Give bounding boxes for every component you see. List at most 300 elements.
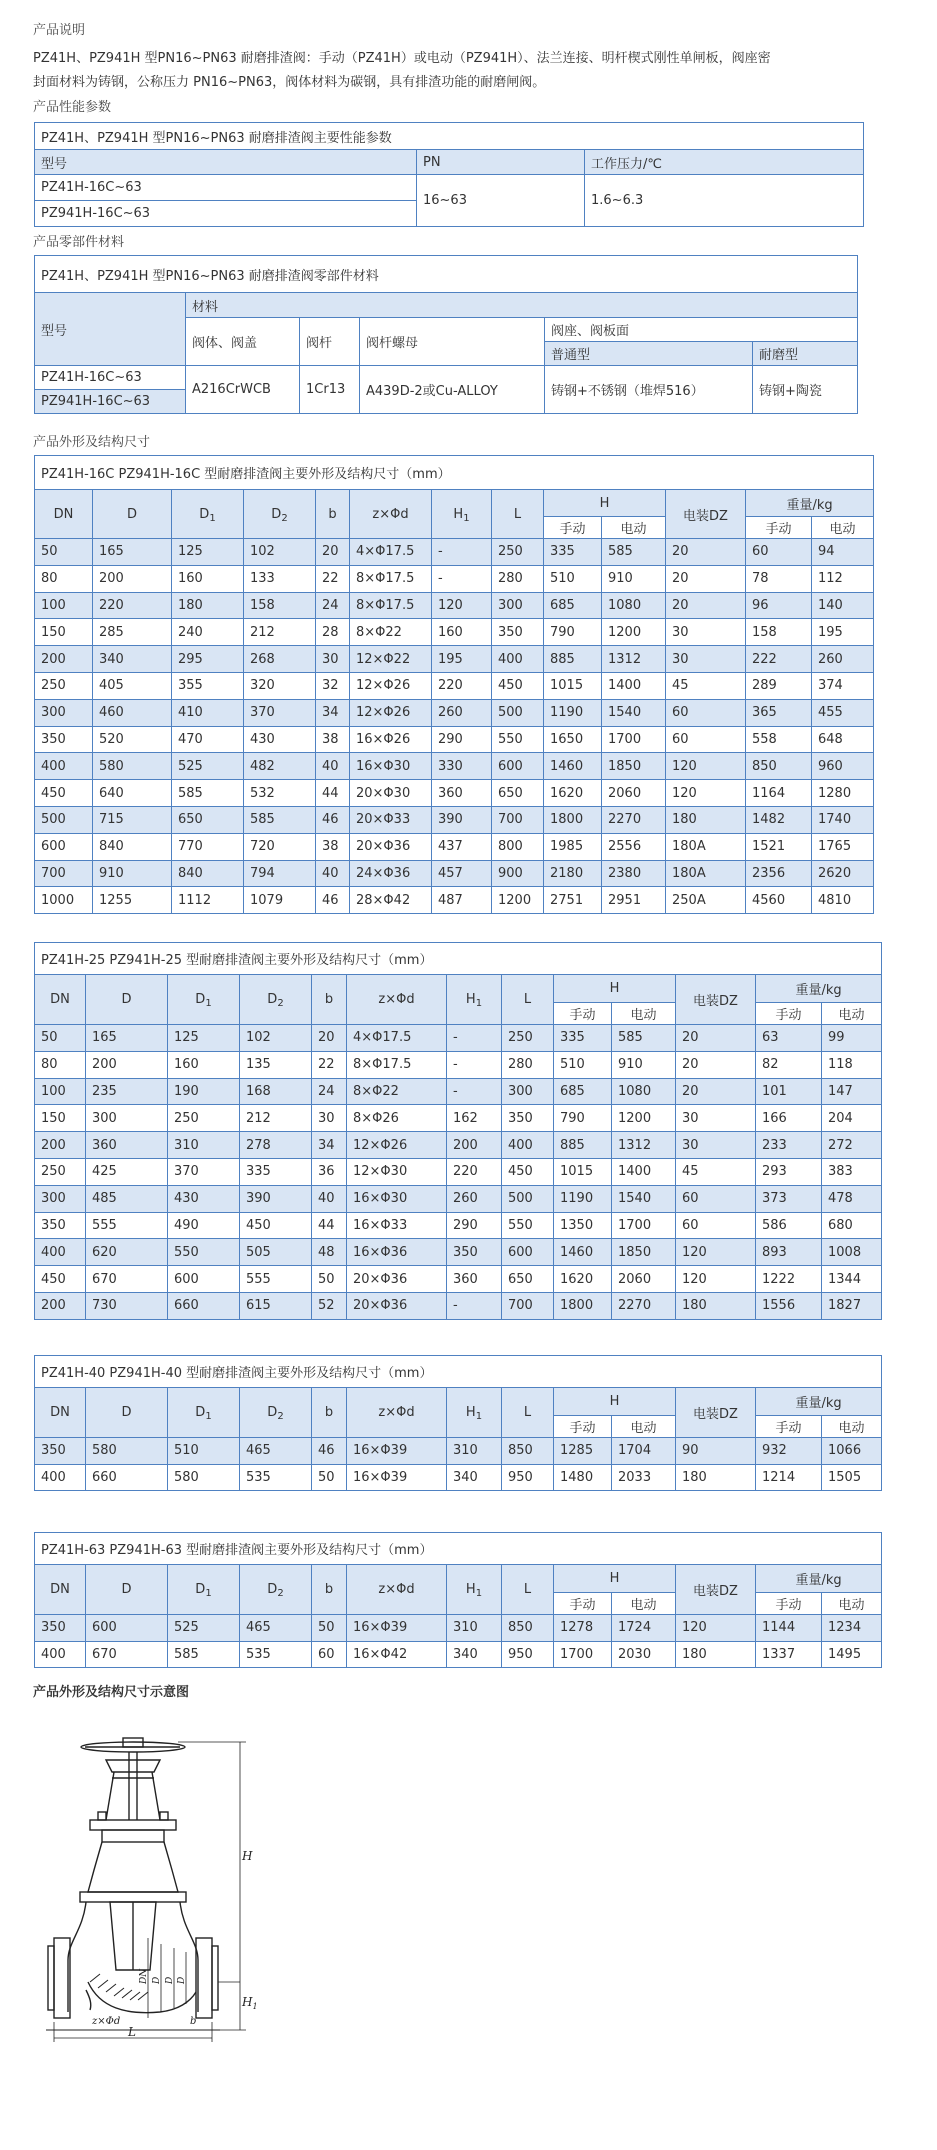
cell-h-electric: 2951 [602, 887, 666, 914]
cell-h1: 360 [447, 1266, 502, 1293]
cell-d: 730 [86, 1292, 168, 1319]
cell-weight-manual: 78 [746, 565, 812, 592]
cell-dn: 350 [35, 726, 93, 753]
cell-h-electric: 1080 [612, 1078, 676, 1105]
cell-d2: 505 [240, 1239, 312, 1266]
cell-h-electric: 1704 [612, 1438, 676, 1465]
cell-h-manual: 335 [544, 539, 602, 566]
cell-d2: 158 [244, 592, 316, 619]
header-b: b [316, 490, 350, 539]
header-h-electric: 电动 [602, 517, 666, 539]
cell-h1: 220 [432, 672, 492, 699]
cell-d1: 510 [168, 1438, 240, 1465]
cell-b: 48 [312, 1239, 347, 1266]
dimension-table [34, 1355, 882, 1491]
cell-bolts: 8×Φ17.5 [347, 1051, 447, 1078]
cell-l: 280 [502, 1051, 554, 1078]
cell-dn: 150 [35, 619, 93, 646]
cell-weight-manual: 1164 [746, 780, 812, 807]
materials-table [34, 255, 858, 414]
cell-h1: 162 [447, 1105, 502, 1132]
cell-b: 30 [316, 646, 350, 673]
table-row [35, 1464, 882, 1491]
cell-weight-manual: 373 [756, 1185, 822, 1212]
cell-h1: 195 [432, 646, 492, 673]
cell-h-electric: 1540 [602, 699, 666, 726]
cell-bolts: 20×Φ36 [350, 833, 432, 860]
cell-weight-electric: 2620 [812, 860, 874, 887]
cell-dz: 60 [676, 1185, 756, 1212]
normal-material: 铸钢+不锈钢（堆焊516） [545, 366, 753, 414]
cell-d: 600 [86, 1615, 168, 1642]
cell-l: 700 [492, 806, 544, 833]
cell-d1: 250 [168, 1105, 240, 1132]
cell-bolts: 20×Φ36 [347, 1266, 447, 1293]
cell-l: 1200 [492, 887, 544, 914]
cell-h1: 350 [447, 1239, 502, 1266]
table-row [35, 1158, 882, 1185]
cell-b: 38 [316, 833, 350, 860]
header-dz: 电装DZ [666, 490, 746, 539]
cell-dn: 400 [35, 1239, 86, 1266]
header-h: H [554, 1565, 676, 1593]
cell-l: 950 [502, 1641, 554, 1668]
cell-dn: 350 [35, 1438, 86, 1465]
label-d2: D [165, 1976, 175, 1984]
cell-h-electric: 2033 [612, 1464, 676, 1491]
cell-bolts: 4×Φ17.5 [347, 1025, 447, 1052]
header-h-electric: 电动 [612, 1416, 676, 1438]
cell-h-electric: 2380 [602, 860, 666, 887]
materials-caption: PZ41H、PZ941H 型PN16~PN63 耐磨排渣阀零部件材料 [35, 256, 858, 293]
header-material: 材料 [186, 293, 858, 318]
cell-l: 300 [502, 1078, 554, 1105]
cell-h-electric: 1540 [612, 1185, 676, 1212]
cell-weight-electric: 455 [812, 699, 874, 726]
header-bolts: z×Φd [347, 1388, 447, 1438]
cell-h-manual: 510 [544, 565, 602, 592]
cell-h1: - [447, 1025, 502, 1052]
cell-b: 60 [312, 1641, 347, 1668]
cell-weight-electric: 99 [822, 1025, 882, 1052]
dimension-table [34, 1532, 882, 1668]
cell-h-manual: 885 [544, 646, 602, 673]
cell-h-manual: 1015 [554, 1158, 612, 1185]
cell-h1: 457 [432, 860, 492, 887]
cell-weight-manual: 1556 [756, 1292, 822, 1319]
cell-weight-manual: 586 [756, 1212, 822, 1239]
stem-material: 1Cr13 [300, 366, 360, 414]
cell-b: 52 [312, 1292, 347, 1319]
header-bolts: z×Φd [350, 490, 432, 539]
cell-bolts: 12×Φ26 [350, 699, 432, 726]
header-h-electric: 电动 [612, 1593, 676, 1615]
cell-weight-electric: 1008 [822, 1239, 882, 1266]
cell-h1: 360 [432, 780, 492, 807]
cell-b: 24 [312, 1078, 347, 1105]
cell-weight-electric: 680 [822, 1212, 882, 1239]
cell-weight-manual: 293 [756, 1158, 822, 1185]
cell-dn: 350 [35, 1615, 86, 1642]
cell-b: 50 [312, 1615, 347, 1642]
cell-d2: 268 [244, 646, 316, 673]
cell-h-electric: 1850 [602, 753, 666, 780]
table-row [35, 1266, 882, 1293]
cell-dn: 80 [35, 1051, 86, 1078]
cell-weight-electric: 140 [812, 592, 874, 619]
cell-dz: 120 [676, 1239, 756, 1266]
cell-h1: 340 [447, 1464, 502, 1491]
cell-h-manual: 1620 [544, 780, 602, 807]
cell-d1: 525 [168, 1615, 240, 1642]
pressure-cell: 1.6~6.3 [585, 175, 864, 227]
cell-bolts: 20×Φ36 [347, 1292, 447, 1319]
cell-dz: 180 [676, 1464, 756, 1491]
cell-l: 300 [492, 592, 544, 619]
model-cell: PZ41H-16C~63 [35, 366, 186, 390]
cell-b: 46 [316, 887, 350, 914]
cell-dn: 250 [35, 1158, 86, 1185]
cell-d1: 580 [168, 1464, 240, 1491]
cell-dn: 200 [35, 1132, 86, 1159]
table-row [35, 565, 874, 592]
cell-d2: 585 [244, 806, 316, 833]
header-weight: 重量/kg [756, 1388, 882, 1416]
intro-line-1: PZ41H、PZ941H 型PN16~PN63 耐磨排渣阀：手动（PZ41H）或电动（PZ941H）、法兰连接、明杆楔式刚性单闸板，阀座密 [33, 51, 771, 66]
cell-h1: 487 [432, 887, 492, 914]
cell-l: 550 [502, 1212, 554, 1239]
header-h: H [554, 1388, 676, 1416]
label-b: b [190, 2016, 197, 2027]
cell-d: 660 [86, 1464, 168, 1491]
performance-heading: 产品性能参数 [33, 100, 112, 115]
table-caption: PZ41H-63 PZ941H-63 型耐磨排渣阀主要外形及结构尺寸（mm） [35, 1533, 882, 1565]
cell-h1: 260 [447, 1185, 502, 1212]
header-dn: DN [35, 975, 86, 1025]
cell-dn: 350 [35, 1212, 86, 1239]
table-row [35, 699, 874, 726]
cell-h1: 160 [432, 619, 492, 646]
cell-d: 840 [93, 833, 172, 860]
cell-h-electric: 1312 [602, 646, 666, 673]
table-row [35, 1438, 882, 1465]
cell-h-electric: 585 [612, 1025, 676, 1052]
cell-d: 165 [86, 1025, 168, 1052]
table-row [35, 1212, 882, 1239]
cell-d: 485 [86, 1185, 168, 1212]
cell-d2: 102 [244, 539, 316, 566]
cell-weight-manual: 1482 [746, 806, 812, 833]
cell-weight-electric: 260 [812, 646, 874, 673]
cell-d2: 212 [244, 619, 316, 646]
cell-d1: 160 [172, 565, 244, 592]
cell-l: 600 [502, 1239, 554, 1266]
cell-d: 670 [86, 1266, 168, 1293]
cell-dn: 150 [35, 1105, 86, 1132]
cell-b: 22 [316, 565, 350, 592]
cell-h-electric: 1850 [612, 1239, 676, 1266]
header-d2: $D_2$ [240, 1388, 312, 1438]
model-cell: PZ941H-16C~63 [35, 390, 186, 414]
cell-dn: 600 [35, 833, 93, 860]
cell-weight-manual: 233 [756, 1132, 822, 1159]
cell-bolts: 8×Φ17.5 [350, 592, 432, 619]
header-weight: 重量/kg [746, 490, 874, 517]
cell-bolts: 24×Φ36 [350, 860, 432, 887]
cell-h-electric: 2030 [612, 1641, 676, 1668]
cell-h-electric: 2270 [602, 806, 666, 833]
cell-h-manual: 885 [554, 1132, 612, 1159]
cell-b: 30 [312, 1105, 347, 1132]
cell-bolts: 8×Φ22 [350, 619, 432, 646]
cell-weight-electric: 374 [812, 672, 874, 699]
header-d: D [93, 490, 172, 539]
cell-l: 500 [502, 1185, 554, 1212]
cell-weight-manual: 158 [746, 619, 812, 646]
cell-l: 900 [492, 860, 544, 887]
cell-d: 285 [93, 619, 172, 646]
cell-weight-electric: 1234 [822, 1615, 882, 1642]
header-dn: DN [35, 490, 93, 539]
table-row [35, 1185, 882, 1212]
header-seat: 阀座、阀板面 [545, 318, 858, 342]
cell-d: 910 [93, 860, 172, 887]
cell-d2: 450 [240, 1212, 312, 1239]
header-nut: 阀杆螺母 [360, 318, 545, 366]
cell-d: 580 [86, 1438, 168, 1465]
cell-bolts: 16×Φ30 [347, 1185, 447, 1212]
header-wear: 耐磨型 [753, 342, 858, 366]
cell-d: 300 [86, 1105, 168, 1132]
cell-weight-electric: 478 [822, 1185, 882, 1212]
cell-bolts: 12×Φ30 [347, 1158, 447, 1185]
cell-h-manual: 1285 [554, 1438, 612, 1465]
cell-weight-electric: 1505 [822, 1464, 882, 1491]
cell-d2: 430 [244, 726, 316, 753]
header-d2: $D_2$ [240, 975, 312, 1025]
cell-l: 850 [502, 1615, 554, 1642]
header-d2: $D_2$ [244, 490, 316, 539]
cell-h-electric: 1080 [602, 592, 666, 619]
cell-weight-electric: 1495 [822, 1641, 882, 1668]
cell-bolts: 16×Φ39 [347, 1615, 447, 1642]
cell-d2: 102 [240, 1025, 312, 1052]
header-h-electric: 电动 [612, 1003, 676, 1025]
cell-d2: 370 [244, 699, 316, 726]
cell-bolts: 12×Φ22 [350, 646, 432, 673]
cell-dn: 200 [35, 1292, 86, 1319]
cell-d: 200 [93, 565, 172, 592]
cell-l: 700 [502, 1292, 554, 1319]
dims-heading: 产品外形及结构尺寸 [33, 435, 151, 450]
cell-d1: 355 [172, 672, 244, 699]
table-row [35, 780, 874, 807]
table-row [35, 1132, 882, 1159]
cell-dn: 1000 [35, 887, 93, 914]
header-h1: $H_1$ [432, 490, 492, 539]
cell-h1: 310 [447, 1615, 502, 1642]
table-row [35, 806, 874, 833]
label-h: H [242, 1849, 253, 1863]
header-weight-manual: 手动 [756, 1416, 822, 1438]
cell-weight-electric: 1765 [812, 833, 874, 860]
cell-b: 20 [312, 1025, 347, 1052]
cell-d1: 585 [168, 1641, 240, 1668]
label-d1: D [152, 1976, 162, 1984]
cell-d: 715 [93, 806, 172, 833]
cell-h1: - [447, 1078, 502, 1105]
cell-dz: 20 [676, 1078, 756, 1105]
header-model: 型号 [35, 293, 186, 366]
cell-dz: 20 [666, 592, 746, 619]
cell-b: 36 [312, 1158, 347, 1185]
cell-weight-manual: 365 [746, 699, 812, 726]
cell-weight-electric: 118 [822, 1051, 882, 1078]
cell-h-manual: 1460 [544, 753, 602, 780]
cell-dn: 250 [35, 672, 93, 699]
header-b: b [312, 1565, 347, 1615]
cell-d2: 135 [240, 1051, 312, 1078]
cell-dz: 60 [666, 699, 746, 726]
cell-d2: 1079 [244, 887, 316, 914]
cell-dz: 20 [676, 1051, 756, 1078]
cell-d1: 160 [168, 1051, 240, 1078]
cell-h-manual: 1460 [554, 1239, 612, 1266]
header-weight-electric: 电动 [822, 1416, 882, 1438]
table-row [35, 672, 874, 699]
cell-dz: 30 [666, 619, 746, 646]
cell-dz: 30 [676, 1132, 756, 1159]
cell-h-electric: 2556 [602, 833, 666, 860]
cell-d1: 1112 [172, 887, 244, 914]
pn-cell: 16~63 [417, 175, 585, 227]
cell-weight-manual: 63 [756, 1025, 822, 1052]
cell-bolts: 12×Φ26 [350, 672, 432, 699]
cell-h-manual: 790 [544, 619, 602, 646]
cell-d2: 535 [240, 1464, 312, 1491]
cell-weight-manual: 850 [746, 753, 812, 780]
cell-weight-electric: 1066 [822, 1438, 882, 1465]
cell-d: 235 [86, 1078, 168, 1105]
header-h-manual: 手动 [554, 1416, 612, 1438]
valve-diagram [28, 1720, 278, 2050]
table-caption: PZ41H-40 PZ941H-40 型耐磨排渣阀主要外形及结构尺寸（mm） [35, 1356, 882, 1388]
header-h1: $H_1$ [447, 1565, 502, 1615]
header-normal: 普通型 [545, 342, 753, 366]
cell-weight-manual: 1222 [756, 1266, 822, 1293]
cell-d: 620 [86, 1239, 168, 1266]
cell-h-manual: 1985 [544, 833, 602, 860]
header-h: H [544, 490, 666, 517]
cell-b: 44 [316, 780, 350, 807]
table-row [35, 1025, 882, 1052]
cell-h-electric: 1400 [602, 672, 666, 699]
cell-h-electric: 1200 [602, 619, 666, 646]
materials-heading: 产品零部件材料 [33, 235, 125, 250]
header-weight-manual: 手动 [746, 517, 812, 539]
cell-d1: 770 [172, 833, 244, 860]
header-dz: 电装DZ [676, 975, 756, 1025]
cell-h-manual: 1015 [544, 672, 602, 699]
cell-weight-electric: 195 [812, 619, 874, 646]
cell-d1: 180 [172, 592, 244, 619]
performance-caption: PZ41H、PZ941H 型PN16~PN63 耐磨排渣阀主要性能参数 [35, 123, 864, 150]
header-weight: 重量/kg [756, 975, 882, 1003]
cell-h-electric: 2060 [602, 780, 666, 807]
cell-d2: 794 [244, 860, 316, 887]
cell-h-manual: 1480 [554, 1464, 612, 1491]
cell-dn: 450 [35, 1266, 86, 1293]
cell-weight-electric: 1344 [822, 1266, 882, 1293]
cell-d1: 490 [168, 1212, 240, 1239]
cell-h-manual: 685 [554, 1078, 612, 1105]
header-l: L [502, 1565, 554, 1615]
cell-dn: 400 [35, 753, 93, 780]
cell-bolts: 16×Φ30 [350, 753, 432, 780]
cell-dn: 50 [35, 539, 93, 566]
header-h-manual: 手动 [554, 1003, 612, 1025]
cell-h-electric: 910 [612, 1051, 676, 1078]
cell-weight-manual: 1214 [756, 1464, 822, 1491]
cell-weight-manual: 893 [756, 1239, 822, 1266]
intro-heading: 产品说明 [33, 23, 86, 38]
cell-bolts: 12×Φ26 [347, 1132, 447, 1159]
cell-weight-manual: 558 [746, 726, 812, 753]
cell-h-electric: 1312 [612, 1132, 676, 1159]
header-weight-electric: 电动 [822, 1003, 882, 1025]
label-dn: DN [139, 1968, 149, 1984]
cell-h1: 290 [432, 726, 492, 753]
cell-dn: 700 [35, 860, 93, 887]
label-zd: z×Φd [92, 2016, 121, 2027]
nut-material: A439D-2或Cu-ALLOY [360, 366, 545, 414]
cell-b: 38 [316, 726, 350, 753]
cell-weight-electric: 204 [822, 1105, 882, 1132]
wear-material: 铸钢+陶瓷 [753, 366, 858, 414]
cell-h-electric: 585 [602, 539, 666, 566]
cell-h1: 310 [447, 1438, 502, 1465]
cell-h-manual: 335 [554, 1025, 612, 1052]
header-l: L [502, 975, 554, 1025]
header-b: b [312, 975, 347, 1025]
cell-dz: 120 [666, 753, 746, 780]
cell-d: 640 [93, 780, 172, 807]
header-body: 阀体、阀盖 [186, 318, 300, 366]
dimension-table [34, 455, 874, 914]
intro-line-2: 封面材料为铸钢，公称压力 PN16~PN63，阀体材料为碳钢，具有排渣功能的耐磨闸阀。 [33, 75, 546, 90]
table-row [35, 619, 874, 646]
cell-h-manual: 2180 [544, 860, 602, 887]
cell-h1: 330 [432, 753, 492, 780]
cell-h1: - [447, 1292, 502, 1319]
cell-dz: 90 [676, 1438, 756, 1465]
cell-weight-electric: 648 [812, 726, 874, 753]
cell-h-manual: 1190 [554, 1185, 612, 1212]
cell-b: 40 [316, 753, 350, 780]
cell-bolts: 16×Φ33 [347, 1212, 447, 1239]
cell-weight-electric: 383 [822, 1158, 882, 1185]
cell-weight-manual: 289 [746, 672, 812, 699]
cell-h1: 437 [432, 833, 492, 860]
cell-weight-electric: 1280 [812, 780, 874, 807]
cell-d1: 550 [168, 1239, 240, 1266]
cell-dn: 300 [35, 699, 93, 726]
cell-weight-manual: 222 [746, 646, 812, 673]
cell-l: 450 [492, 672, 544, 699]
cell-h1: - [432, 565, 492, 592]
cell-l: 350 [492, 619, 544, 646]
header-weight: 重量/kg [756, 1565, 882, 1593]
